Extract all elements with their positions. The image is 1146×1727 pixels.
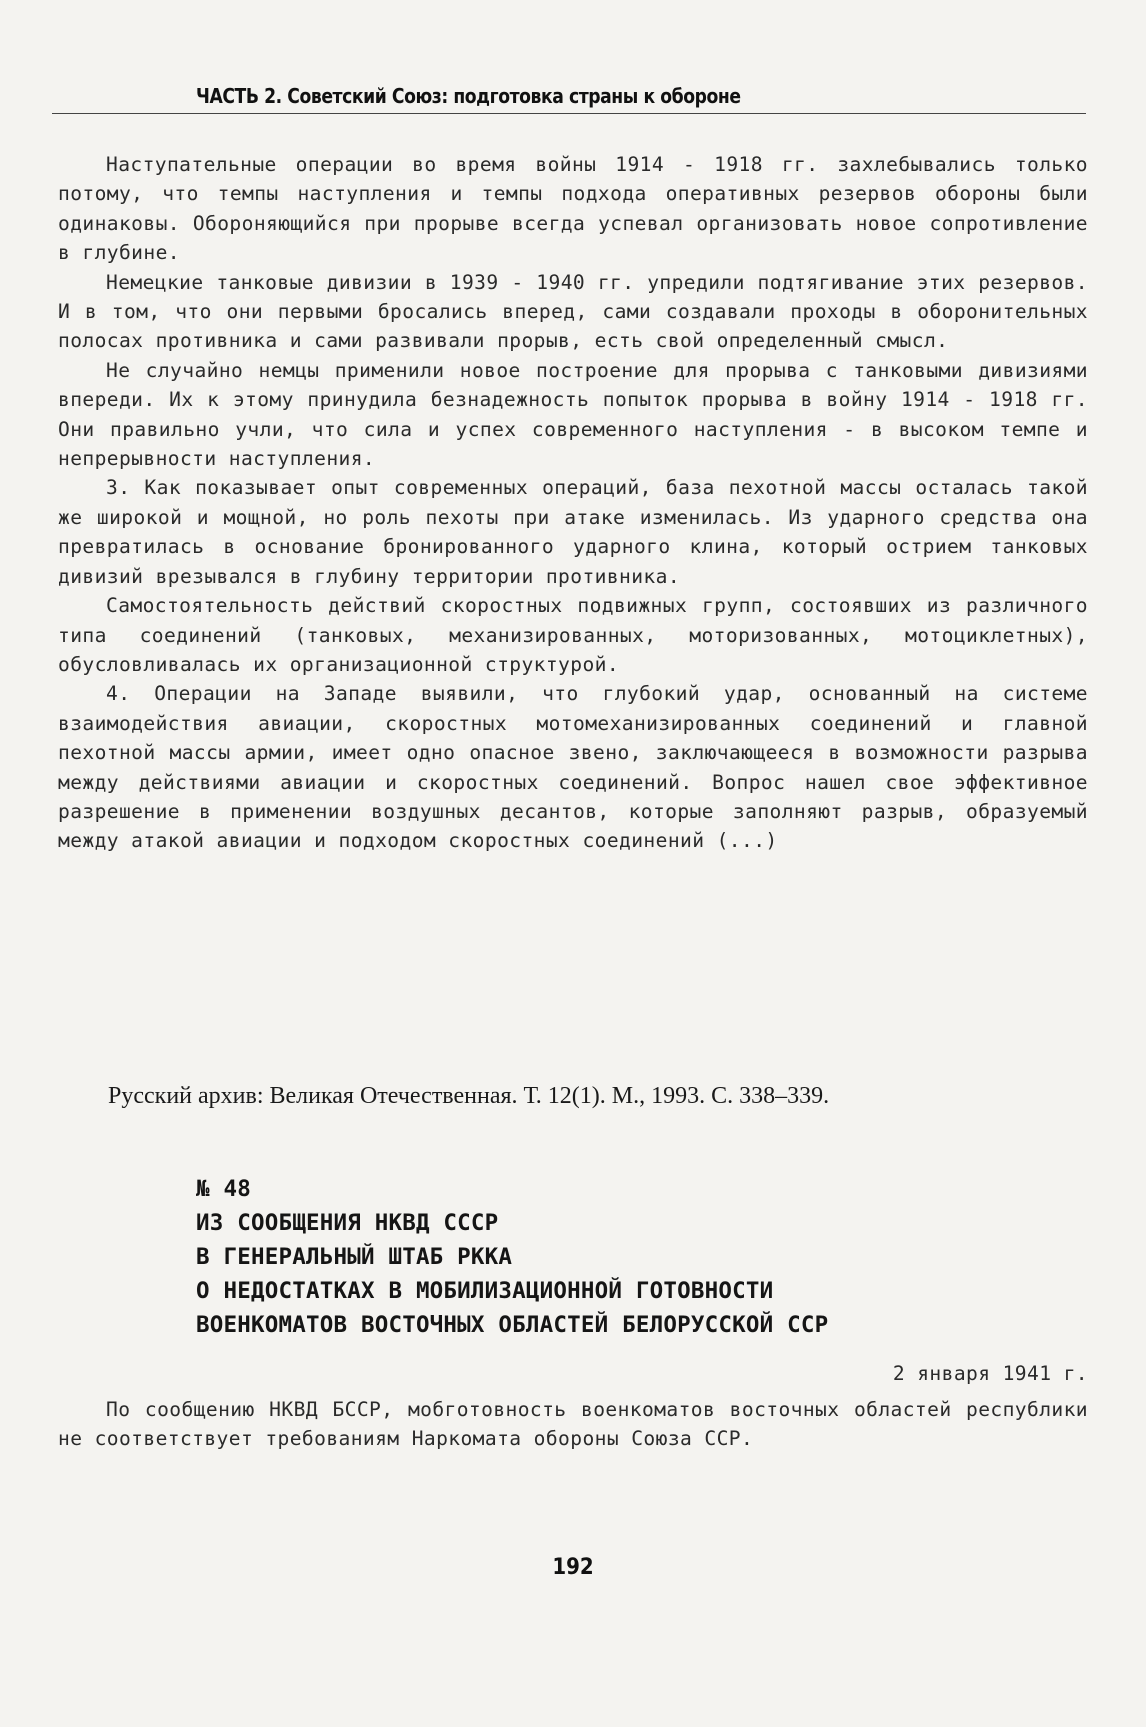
paragraph: Не случайно немцы применили новое построение для прорыва с танковыми дивизиями впереди. Их к этому принудила безнадежность попыток прорыва в войну 1914 - 1918 гг. Они правильно учли, что сила и успех современного наступления - в высоком темпе и непрерывности наступления. xyxy=(58,358,1088,471)
paragraph: 4. Операции на Западе выявили, что глубокий удар, основанный на системе взаимодействия авиации, скоростных мотомеханизированных соединений и главной пехотной массы армии, имеет одно опасное звено, заключающееся в возможности разрыва между действиями авиации и скоростных соединений. Вопрос нашел свое эффективное разрешение в применении воздушных десантов, которые заполняют разрыв, образуемый между атакой авиации и подходом скоростных соединений (...) xyxy=(58,682,1088,853)
document-title-line: ВОЕНКОМАТОВ ВОСТОЧНЫХ ОБЛАСТЕЙ БЕЛОРУССКОЙ ССР xyxy=(196,1312,829,1338)
main-text xyxy=(58,150,1088,856)
document-number: № 48 xyxy=(196,1176,251,1202)
document-text xyxy=(58,1395,1088,1454)
document-heading xyxy=(196,1172,828,1342)
paragraph: По сообщению НКВД БССР, мобготовность военкоматов восточных областей республики не соответствует требованиям Наркомата обороны Союза ССР. xyxy=(58,1398,1088,1451)
page-number: 192 xyxy=(552,1555,594,1580)
document-title-line: О НЕДОСТАТКАХ В МОБИЛИЗАЦИОННОЙ ГОТОВНОСТИ xyxy=(196,1278,774,1304)
paragraph: Наступательные операции во время войны 1914 - 1918 гг. захлебывались только потому, что темпы наступления и темпы подхода оперативных резервов обороны были одинаковы. Обороняющийся при прорыве всегда успевал организовать новое сопротивление в глубине. xyxy=(58,153,1088,265)
running-head: ЧАСТЬ 2. Советский Союз: подготовка страны к обороне xyxy=(196,84,741,108)
document-date: 2 января 1941 г. xyxy=(892,1362,1088,1385)
paragraph: Немецкие танковые дивизии в 1939 - 1940 гг. упредили подтягивание этих резервов. И в том, что они первыми бросались вперед, сами создавали проходы в оборонительных полосах противника и сами развивали прорыв, есть свой определенный смысл. xyxy=(58,270,1088,353)
header-rule xyxy=(52,113,1086,114)
document-title-line: ИЗ СООБЩЕНИЯ НКВД СССР xyxy=(196,1210,499,1236)
paragraph: Самостоятельность действий скоростных подвижных групп, состоявших из различного типа соединений (танковых, механизированных, моторизованных, мотоциклетных), обусловливалась их организационной структурой. xyxy=(58,594,1088,676)
document-title-line: В ГЕНЕРАЛЬНЫЙ ШТАБ РККА xyxy=(196,1244,513,1270)
paragraph: 3. Как показывает опыт современных операций, база пехотной массы осталась такой же широкой и мощной, но роль пехоты при атаке изменилась. Из ударного средства она превратилась в основание бронированного ударного клина, который острием танковых дивизий врезывался в глубину территории противника. xyxy=(58,476,1088,588)
source-citation: Русский архив: Великая Отечественная. Т. 12(1). М., 1993. С. 338–339. xyxy=(108,1083,830,1109)
